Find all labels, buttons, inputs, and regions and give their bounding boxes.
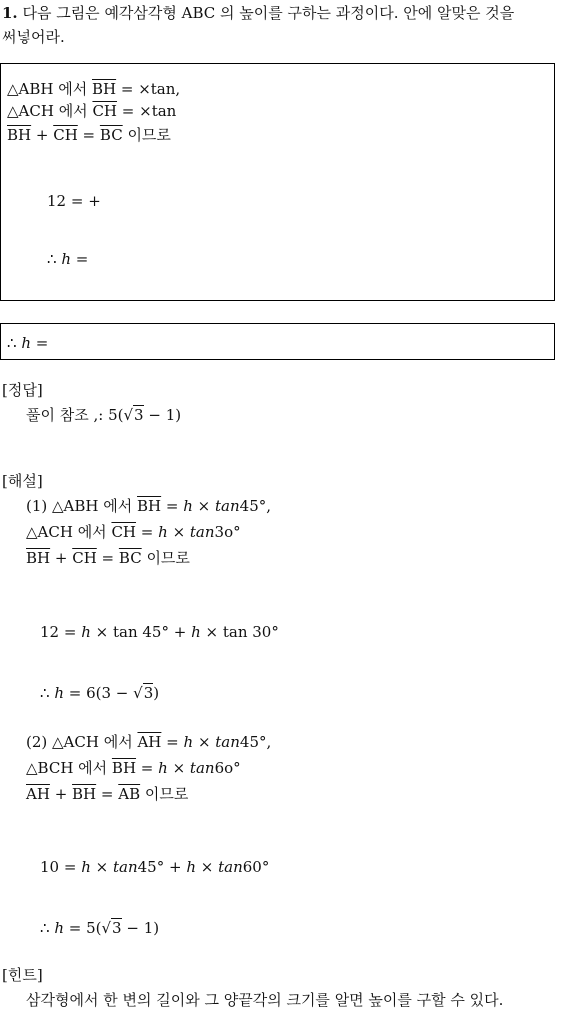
sqrt-symbol: √ <box>123 406 134 424</box>
variable-h: h <box>158 523 168 541</box>
work-box <box>0 63 555 301</box>
tan-text: tan <box>215 497 240 515</box>
variable-h: h <box>183 497 193 515</box>
segment-bh: $\overline{BH}$ <box>72 785 97 803</box>
text: 10 = <box>40 858 82 876</box>
text: = <box>96 785 119 803</box>
segment-bh: $\overline{BH}$ <box>26 549 51 567</box>
therefore-symbol: ∴ <box>40 919 55 937</box>
expl2-line-1 <box>26 735 271 750</box>
sqrt-symbol: √ <box>133 684 143 702</box>
text: = ×tan, <box>116 80 181 98</box>
therefore-symbol: ∴ <box>40 684 55 702</box>
text: (1) △ABH 에서 <box>26 497 138 515</box>
text: 12 = <box>40 623 82 641</box>
text: + <box>31 126 54 144</box>
segment-bh: $\overline{BH}$ <box>92 80 117 98</box>
text: 45°, <box>239 497 272 515</box>
text: 6o° <box>214 759 241 777</box>
variable-h: h <box>158 759 168 777</box>
variable-h: h <box>81 623 91 641</box>
answer-box-line <box>7 336 48 351</box>
text: = <box>161 497 184 515</box>
text: = 6(3 − <box>63 684 134 702</box>
box1-equation-2 <box>47 252 88 267</box>
text: − 1) <box>143 406 182 424</box>
text: 풀이 참조 ,: 5( <box>26 406 124 424</box>
text: − 1) <box>121 919 160 937</box>
text: △ACH 에서 <box>7 102 93 120</box>
text: × tan 30° <box>200 623 279 641</box>
sqrt-symbol: √ <box>101 919 112 937</box>
box1-line-1 <box>7 82 180 97</box>
variable-h: h <box>186 858 196 876</box>
text: = <box>136 759 159 777</box>
question-text-1: 다음 그림은 예각삼각형 ABC 의 높이를 구하는 과정이다. 안에 알맞은 것을 <box>22 4 515 22</box>
text: 3o° <box>214 523 241 541</box>
question-line-1 <box>2 6 514 21</box>
text: 이므로 <box>140 785 189 803</box>
question-line-2: 써넣어라. <box>2 28 65 46</box>
tan-text: tan <box>112 858 138 876</box>
expl1-line-1 <box>26 499 271 514</box>
text: = ×tan <box>117 102 177 120</box>
segment-ch: $\overline{CH}$ <box>111 523 137 541</box>
therefore-symbol: ∴ <box>47 250 62 268</box>
text: ) <box>153 684 160 702</box>
box1-line-2 <box>7 104 176 119</box>
tan-text: tan <box>215 733 240 751</box>
text: × <box>167 759 190 777</box>
text: = <box>70 250 89 268</box>
tan-text: tan <box>218 858 243 876</box>
tan-text: tan <box>189 523 215 541</box>
text: × <box>193 733 216 751</box>
variable-h: h <box>81 858 91 876</box>
variable-h: h <box>21 334 31 352</box>
answer-header: [정답] <box>2 381 43 399</box>
text: 이므로 <box>122 126 171 144</box>
hint-header: [힌트] <box>2 966 43 984</box>
segment-ah: $\overline{AH}$ <box>26 785 50 803</box>
text: (2) △ACH 에서 <box>26 733 138 751</box>
text: × <box>196 858 219 876</box>
variable-h: h <box>54 919 64 937</box>
explanation-header: [해설] <box>2 472 43 490</box>
question-number: 1. <box>2 4 18 22</box>
answer-box <box>0 323 555 360</box>
text: = <box>77 126 100 144</box>
variable-h: h <box>191 623 201 641</box>
text: × <box>167 523 190 541</box>
segment-ch: $\overline{CH}$ <box>72 549 97 567</box>
sqrt-radicand: 3 <box>143 684 154 702</box>
expl1-equation-1 <box>40 625 279 640</box>
tan-text: tan <box>189 759 215 777</box>
therefore-symbol: ∴ <box>7 334 22 352</box>
variable-h: h <box>54 684 64 702</box>
expl2-equation-1 <box>40 860 269 875</box>
text: △BCH 에서 <box>26 759 112 777</box>
text: △ACH 에서 <box>26 523 112 541</box>
hint-text: 삼각형에서 한 변의 길이와 그 양끝각의 크기를 알면 높이를 구할 수 있다. <box>26 991 504 1009</box>
expl1-line-2 <box>26 525 241 540</box>
text: × <box>192 497 216 515</box>
text: × tan 45° + <box>90 623 192 641</box>
box1-equation-1: 12 = + <box>47 192 101 210</box>
text: = <box>136 523 159 541</box>
segment-bh: $\overline{BH}$ <box>137 497 162 515</box>
expl1-line-3 <box>26 551 190 566</box>
text: 60° <box>242 858 270 876</box>
segment-bh: $\overline{BH}$ <box>7 126 32 144</box>
text: △ABH 에서 <box>7 80 92 98</box>
expl2-line-3 <box>26 787 188 802</box>
expl1-equation-2 <box>40 686 159 701</box>
segment-bh: $\overline{BH}$ <box>111 759 137 777</box>
segment-bc: $\overline{BC}$ <box>99 126 123 144</box>
text: = <box>96 549 119 567</box>
text: 이므로 <box>141 549 190 567</box>
sqrt-radicand: 3 <box>134 406 144 424</box>
text: + <box>49 785 73 803</box>
segment-bc: $\overline{BC}$ <box>118 549 142 567</box>
box1-line-3 <box>7 128 171 143</box>
text: × <box>90 858 113 876</box>
answer-text <box>26 408 181 423</box>
text: + <box>50 549 73 567</box>
expl2-line-2 <box>26 761 241 776</box>
text: = <box>30 334 49 352</box>
sqrt-radicand: 3 <box>112 919 122 937</box>
text: 45° + <box>137 858 187 876</box>
segment-ah: $\overline{AH}$ <box>137 733 162 751</box>
segment-ab: $\overline{AB}$ <box>118 785 141 803</box>
expl2-equation-2 <box>40 921 159 936</box>
segment-ch: $\overline{CH}$ <box>92 102 118 120</box>
text: 45°, <box>239 733 272 751</box>
text: = <box>161 733 184 751</box>
text: = 5( <box>63 919 102 937</box>
variable-h: h <box>61 250 71 268</box>
variable-h: h <box>183 733 194 751</box>
segment-ch: $\overline{CH}$ <box>53 126 78 144</box>
